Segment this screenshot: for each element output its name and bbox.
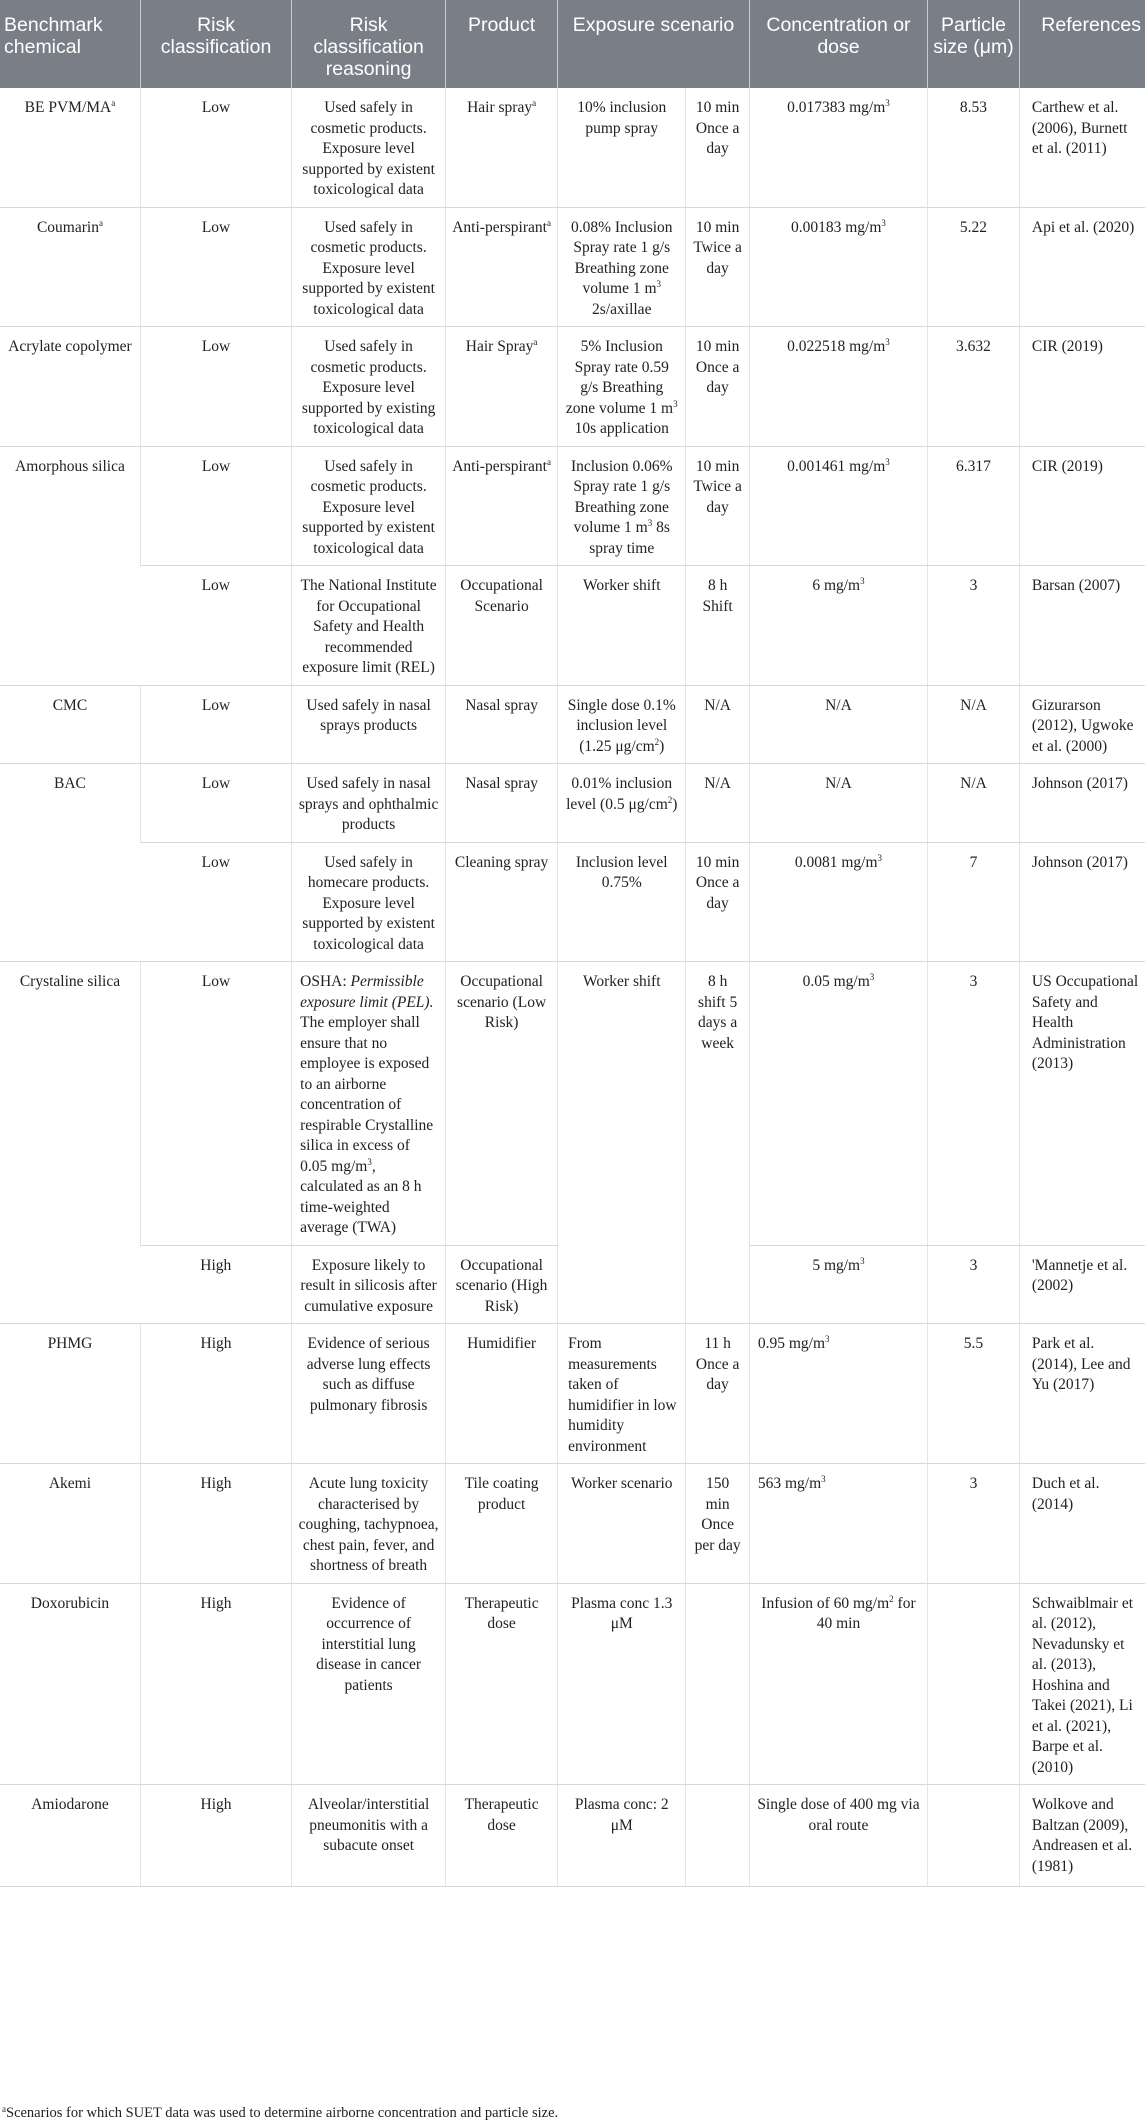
particle-cell: 8.53 — [928, 88, 1020, 207]
header-references: References — [1019, 0, 1145, 88]
reasoning-cell: OSHA: Permissible exposure limit (PEL). The employer shall ensure that no employee is exposed to an airborne concentration of respirable Crystalline silica in excess of 0.05 $mg/m^3$, calculated as an 8 h time-weighted average (TWA) — [292, 962, 446, 1246]
concentration-cell: 0.001461 $mg/m^3$ — [749, 446, 927, 566]
product-cell: Nasal spray — [446, 685, 558, 764]
chemical-cell: Amorphous silica — [0, 446, 140, 685]
risk-cell: High — [140, 1583, 291, 1785]
scenario-cell: From measurements taken of humidifier in low humidity environment — [558, 1324, 686, 1464]
product-cell: Therapeutic dose — [446, 1785, 558, 1887]
product-cell: Occupational scenario (High Risk) — [446, 1245, 558, 1324]
references-cell: Johnson (2017) — [1019, 842, 1145, 962]
particle-cell: 5.22 — [928, 207, 1020, 327]
concentration-cell: 5 $mg/m^3$ — [749, 1245, 927, 1324]
header-particle-size: Particle size (μm) — [928, 0, 1020, 88]
table-row — [0, 764, 1145, 843]
header-risk-classification: Risk classification — [140, 0, 291, 88]
reasoning-cell: Used safely in cosmetic products. Exposure level supported by existent toxicological data — [292, 446, 446, 566]
table-row — [0, 327, 1145, 447]
particle-cell: 3 — [928, 1245, 1020, 1324]
duration-cell: N/A — [686, 764, 749, 843]
chemical-cell: Crystaline silica — [0, 962, 140, 1324]
concentration-cell: Infusion of 60 $mg/m^2$ for 40 min — [749, 1583, 927, 1785]
table-row — [0, 1583, 1145, 1785]
risk-cell: Low — [140, 685, 291, 764]
risk-cell: Low — [140, 446, 291, 566]
duration-cell: 10 min Once a day — [686, 88, 749, 207]
product-cell: Anti-perspirant$^a$ — [446, 446, 558, 566]
duration-cell: 10 min Once a day — [686, 842, 749, 962]
duration-cell: 10 min Once a day — [686, 327, 749, 447]
duration-cell: 10 min Twice a day — [686, 207, 749, 327]
reasoning-cell: Alveolar/interstitial pneumonitis with a subacute onset — [292, 1785, 446, 1887]
particle-cell: 3 — [928, 1464, 1020, 1584]
particle-cell: 3.632 — [928, 327, 1020, 447]
particle-cell: 3 — [928, 962, 1020, 1246]
header-benchmark-chemical: Benchmark chemical — [0, 0, 140, 88]
chemical-cell: Coumarin$^a$ — [0, 207, 140, 327]
references-cell: Barsan (2007) — [1019, 566, 1145, 686]
scenario-cell: Plasma conc 1.3 μM — [558, 1583, 686, 1785]
references-cell: Carthew et al. (2006), Burnett et al. (2011) — [1019, 88, 1145, 207]
reasoning-cell: Used safely in cosmetic products. Exposure level supported by existing toxicological data — [292, 327, 446, 447]
duration-cell: 150 min Once per day — [686, 1464, 749, 1584]
product-cell: Therapeutic dose — [446, 1583, 558, 1785]
concentration-cell: 0.022518 $mg/m^3$ — [749, 327, 927, 447]
concentration-cell: 0.95 $mg/m^3$ — [749, 1324, 927, 1464]
duration-cell — [686, 1583, 749, 1785]
particle-cell: 5.5 — [928, 1324, 1020, 1464]
concentration-cell: 0.00183 $mg/m^3$ — [749, 207, 927, 327]
references-cell: Duch et al. (2014) — [1019, 1464, 1145, 1584]
duration-cell: 8 h Shift — [686, 566, 749, 686]
scenario-cell: Inclusion level 0.75% — [558, 842, 686, 962]
table-row — [0, 842, 1145, 962]
product-cell: Tile coating product — [446, 1464, 558, 1584]
reasoning-cell: Used safely in nasal sprays and ophthalmic products — [292, 764, 446, 843]
product-cell: Hair Spray$^a$ — [446, 327, 558, 447]
risk-cell: Low — [140, 88, 291, 207]
risk-cell: High — [140, 1245, 291, 1324]
concentration-cell: 0.05 $mg/m^3$ — [749, 962, 927, 1246]
product-cell: Occupational Scenario — [446, 566, 558, 686]
reasoning-cell: Used safely in cosmetic products. Exposure level supported by existent toxicological data — [292, 88, 446, 207]
particle-cell: 7 — [928, 842, 1020, 962]
risk-cell: High — [140, 1464, 291, 1584]
chemical-cell: Amiodarone — [0, 1785, 140, 1887]
duration-cell — [686, 1785, 749, 1887]
particle-cell — [928, 1785, 1020, 1887]
risk-cell: Low — [140, 764, 291, 843]
risk-cell: Low — [140, 962, 291, 1246]
risk-cell: Low — [140, 207, 291, 327]
reasoning-cell: The National Institute for Occupational Safety and Health recommended exposure limit (REL) — [292, 566, 446, 686]
particle-cell — [928, 1583, 1020, 1785]
particle-cell: 3 — [928, 566, 1020, 686]
product-cell: Hair spray$^a$ — [446, 88, 558, 207]
reasoning-cell: Acute lung toxicity characterised by coughing, tachypnoea, chest pain, fever, and shortness of breath — [292, 1464, 446, 1584]
table-row — [0, 207, 1145, 327]
scenario-cell: Plasma conc: 2 μM — [558, 1785, 686, 1887]
header-row — [0, 0, 1145, 88]
references-cell: Gizurarson (2012), Ugwoke et al. (2000) — [1019, 685, 1145, 764]
header-exposure-scenario: Exposure scenario — [558, 0, 750, 88]
scenario-cell: Single dose 0.1% inclusion level (1.25 $\mu g/cm^2$) — [558, 685, 686, 764]
table-row — [0, 962, 1145, 1246]
reasoning-cell: Exposure likely to result in silicosis after cumulative exposure — [292, 1245, 446, 1324]
reasoning-cell: Used safely in nasal sprays products — [292, 685, 446, 764]
concentration-cell: 563 $mg/m^3$ — [749, 1464, 927, 1584]
table-footnote: $^a$Scenarios for which SUET data was used to determine airborne concentration and particle size. — [2, 2104, 559, 2121]
reasoning-cell: Evidence of occurrence of interstitial lung disease in cancer patients — [292, 1583, 446, 1785]
particle-cell: N/A — [928, 685, 1020, 764]
reasoning-cell: Used safely in homecare products. Exposure level supported by existent toxicological data — [292, 842, 446, 962]
references-cell: Api et al. (2020) — [1019, 207, 1145, 327]
scenario-cell: 0.08% Inclusion Spray rate 1 g/s Breathing zone volume 1 $m^3$ 2s/axillae — [558, 207, 686, 327]
references-cell: Park et al. (2014), Lee and Yu (2017) — [1019, 1324, 1145, 1464]
references-cell: Wolkove and Baltzan (2009), Andreasen et al. (1981) — [1019, 1785, 1145, 1887]
table-row — [0, 446, 1145, 566]
references-cell: CIR (2019) — [1019, 327, 1145, 447]
product-cell: Nasal spray — [446, 764, 558, 843]
chemical-cell: BAC — [0, 764, 140, 962]
references-cell: US Occupational Safety and Health Administration (2013) — [1019, 962, 1145, 1246]
header-concentration: Concentration or dose — [749, 0, 927, 88]
table-row — [0, 88, 1145, 207]
risk-cell: High — [140, 1785, 291, 1887]
risk-cell: Low — [140, 327, 291, 447]
table-row — [0, 1324, 1145, 1464]
chemical-cell: Akemi — [0, 1464, 140, 1584]
reasoning-cell: Evidence of serious adverse lung effects such as diffuse pulmonary fibrosis — [292, 1324, 446, 1464]
chemical-cell: BE PVM/$MA^a$ — [0, 88, 140, 207]
references-cell: 'Mannetje et al. (2002) — [1019, 1245, 1145, 1324]
product-cell: Cleaning spray — [446, 842, 558, 962]
product-cell: Anti-perspirant$^a$ — [446, 207, 558, 327]
concentration-cell: Single dose of 400 mg via oral route — [749, 1785, 927, 1887]
duration-cell: 11 h Once a day — [686, 1324, 749, 1464]
duration-cell: 10 min Twice a day — [686, 446, 749, 566]
table-row — [0, 566, 1145, 686]
reasoning-cell: Used safely in cosmetic products. Exposure level supported by existent toxicological data — [292, 207, 446, 327]
product-cell: Occupational scenario (Low Risk) — [446, 962, 558, 1246]
scenario-cell: Worker shift — [558, 962, 686, 1324]
risk-cell: Low — [140, 566, 291, 686]
scenario-cell: 0.01% inclusion level (0.5 $\mu g/cm^2$) — [558, 764, 686, 843]
references-cell: CIR (2019) — [1019, 446, 1145, 566]
chemical-cell: CMC — [0, 685, 140, 764]
scenario-cell: 5% Inclusion Spray rate 0.59 g/s Breathing zone volume 1 $m^3$ 10s application — [558, 327, 686, 447]
header-product: Product — [446, 0, 558, 88]
scenario-cell: Worker shift — [558, 566, 686, 686]
table-row — [0, 1785, 1145, 1887]
duration-cell: N/A — [686, 685, 749, 764]
concentration-cell: 0.0081 $mg/m^3$ — [749, 842, 927, 962]
header-risk-reasoning: Risk classification reasoning — [292, 0, 446, 88]
duration-cell: 8 h shift 5 days a week — [686, 962, 749, 1324]
product-cell: Humidifier — [446, 1324, 558, 1464]
risk-cell: High — [140, 1324, 291, 1464]
concentration-cell: N/A — [749, 764, 927, 843]
concentration-cell: N/A — [749, 685, 927, 764]
table-row — [0, 685, 1145, 764]
particle-cell: 6.317 — [928, 446, 1020, 566]
table-row — [0, 1464, 1145, 1584]
references-cell: Johnson (2017) — [1019, 764, 1145, 843]
concentration-cell: 0.017383 $mg/m^3$ — [749, 88, 927, 207]
scenario-cell: Inclusion 0.06% Spray rate 1 g/s Breathing zone volume 1 $m^3$ 8s spray time — [558, 446, 686, 566]
chemical-cell: Doxorubicin — [0, 1583, 140, 1785]
risk-cell: Low — [140, 842, 291, 962]
concentration-cell: 6 $mg/m^3$ — [749, 566, 927, 686]
scenario-cell: 10% inclusion pump spray — [558, 88, 686, 207]
references-cell: Schwaiblmair et al. (2012), Nevadunsky et al. (2013), Hoshina and Takei (2021), Li et al. (2021), Barpe et al. (2010) — [1019, 1583, 1145, 1785]
scenario-cell: Worker scenario — [558, 1464, 686, 1584]
chemical-cell: PHMG — [0, 1324, 140, 1464]
particle-cell: N/A — [928, 764, 1020, 843]
chemical-cell: Acrylate copolymer — [0, 327, 140, 447]
